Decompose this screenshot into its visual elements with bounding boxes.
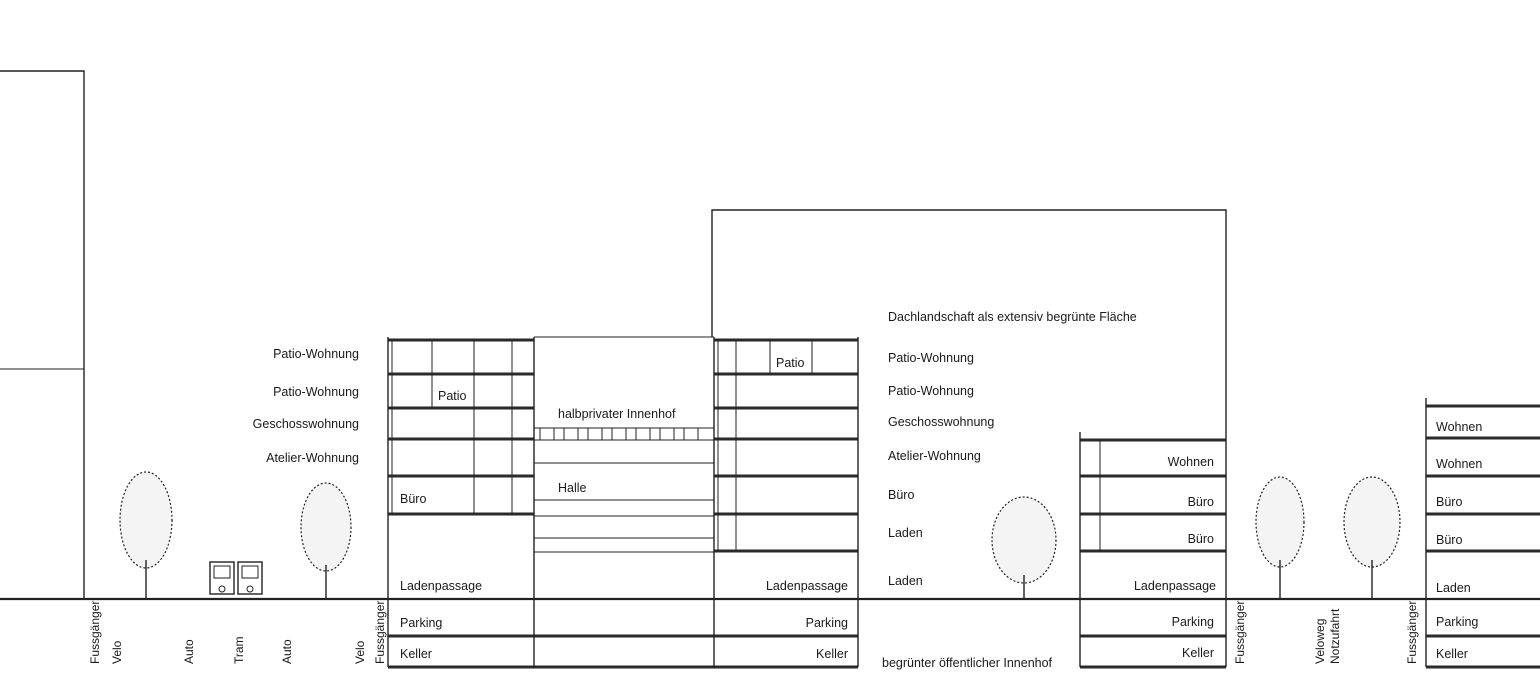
label-ladenpassage-b: Ladenpassage [765, 579, 848, 593]
label-patio-wohnung-a2: Patio-Wohnung [273, 385, 359, 399]
label-parking-b: Parking [805, 616, 848, 630]
street-label-veloweg: Veloweg [1313, 618, 1327, 664]
street-label-notzufahrt: Notzufahrt [1328, 608, 1342, 664]
street-label-tram: Tram [232, 636, 246, 664]
label-buero-r: Büro [888, 488, 915, 502]
building-a [388, 337, 534, 599]
label-geschosswohnung-r: Geschosswohnung [888, 415, 995, 429]
tree-1 [120, 472, 172, 598]
label-laden-r2: Laden [888, 574, 923, 588]
building-b [714, 337, 858, 599]
street-label-auto-2: Auto [280, 639, 294, 664]
street-label-fussgaenger-4: Fussgänger [1405, 600, 1419, 664]
street-label-velo-2: Velo [353, 640, 367, 664]
label-keller-b: Keller [816, 647, 848, 661]
label-patio-a: Patio [438, 389, 467, 403]
label-keller-a: Keller [400, 647, 432, 661]
tree-5 [1344, 477, 1400, 598]
tree-3 [992, 497, 1056, 598]
label-wohnen-d2: Wohnen [1436, 457, 1483, 471]
label-geschosswohnung-a: Geschosswohnung [252, 417, 359, 431]
label-buero-c2: Büro [1187, 532, 1214, 546]
tree-4 [1256, 477, 1304, 598]
label-halle: Halle [558, 481, 587, 495]
street-label-fussgaenger-2: Fussgänger [373, 600, 387, 664]
label-buero-c1: Büro [1187, 495, 1214, 509]
label-halbprivater-innenhof: halbprivater Innenhof [558, 407, 676, 421]
label-buero-d1: Büro [1436, 495, 1463, 509]
label-buero-d2: Büro [1436, 533, 1463, 547]
label-dachlandschaft: Dachlandschaft als extensiv begrünte Fläche [888, 310, 1137, 324]
label-atelier-wohnung-r: Atelier-Wohnung [888, 449, 981, 463]
left-building-outline [0, 71, 84, 599]
label-laden-r1: Laden [888, 526, 923, 540]
courtyard [534, 337, 714, 552]
tree-2 [301, 483, 351, 598]
label-patio-wohnung-r1: Patio-Wohnung [888, 351, 974, 365]
street-label-velo-1: Velo [110, 640, 124, 664]
label-ladenpassage-c: Ladenpassage [1133, 579, 1216, 593]
label-buero-a: Büro [400, 492, 427, 506]
label-parking-d: Parking [1436, 615, 1479, 629]
label-keller-c: Keller [1182, 646, 1214, 660]
label-wohnen-c: Wohnen [1167, 455, 1214, 469]
label-wohnen-d1: Wohnen [1436, 420, 1483, 434]
label-patio-wohnung-a1: Patio-Wohnung [273, 347, 359, 361]
label-ladenpassage-a: Ladenpassage [400, 579, 483, 593]
label-atelier-wohnung-a: Atelier-Wohnung [266, 451, 359, 465]
street-label-auto-1: Auto [182, 639, 196, 664]
street-label-fussgaenger-3: Fussgänger [1233, 600, 1247, 664]
label-keller-d: Keller [1436, 647, 1468, 661]
label-patio-wohnung-r2: Patio-Wohnung [888, 384, 974, 398]
label-patio-b: Patio [776, 356, 805, 370]
label-begruenter-innenhof: begrünter öffentlicher Innenhof [882, 656, 1053, 670]
tram-vehicle-icon [210, 562, 262, 594]
label-parking-a: Parking [400, 616, 443, 630]
label-laden-d: Laden [1436, 581, 1471, 595]
label-parking-c: Parking [1171, 615, 1214, 629]
street-label-fussgaenger-1: Fussgänger [88, 600, 102, 664]
